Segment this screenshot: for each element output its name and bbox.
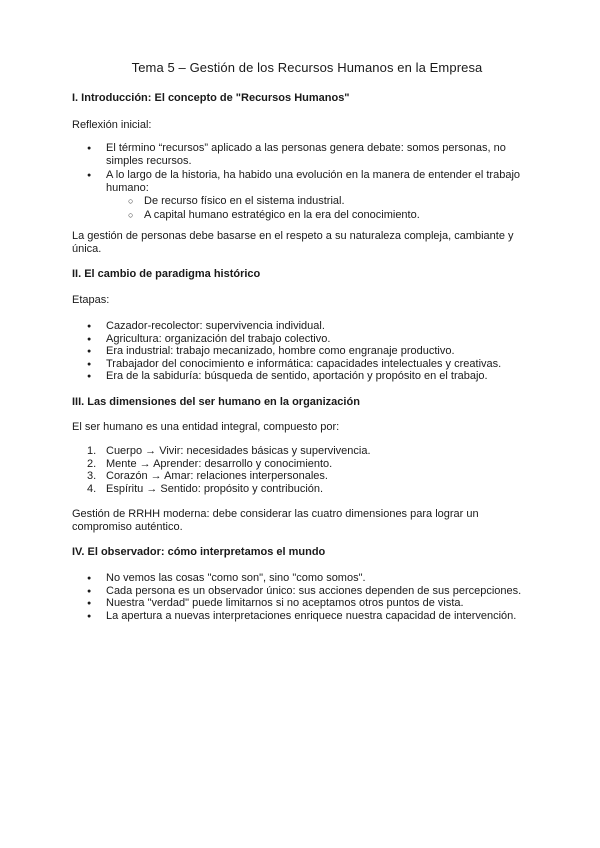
sub-bullet-list xyxy=(106,195,542,221)
numbered-list xyxy=(72,445,542,495)
sub-list-item-text: A capital humano estratégico en la era del conocimiento. xyxy=(144,208,420,221)
list-item xyxy=(72,320,542,333)
list-item xyxy=(72,370,542,383)
list-item-text: Cuerpo → Vivir: necesidades básicas y supervivencia. xyxy=(106,445,371,457)
list-number: 3. xyxy=(87,470,97,482)
list-item-text: Era de la sabiduría: búsqueda de sentido, aportación y propósito en el trabajo. xyxy=(106,370,488,382)
list-item xyxy=(72,572,542,585)
bullet-list xyxy=(72,572,542,622)
section-heading-paradigma: II. El cambio de paradigma histórico xyxy=(72,268,261,280)
list-item xyxy=(72,483,542,496)
list-item xyxy=(72,333,542,346)
list-item-text: Nuestra "verdad" puede limitarnos si no aceptamos otros puntos de vista. xyxy=(106,597,464,609)
list-item-text: Cazador-recolector: supervivencia individual. xyxy=(106,320,325,332)
section-intro: Etapas: xyxy=(72,294,110,306)
list-item-text: El término “recursos” aplicado a las personas genera debate: somos personas, no simples recursos. xyxy=(106,142,506,167)
section-heading-observador: IV. El observador: cómo interpretamos el mundo xyxy=(72,546,326,558)
section-intro: Reflexión inicial: xyxy=(72,119,152,131)
list-item xyxy=(72,610,542,623)
document-title: Tema 5 – Gestión de los Recursos Humanos en la Empresa xyxy=(131,60,483,75)
list-item xyxy=(72,585,542,598)
list-item-text: Espíritu → Sentido: propósito y contribución. xyxy=(106,482,324,495)
section-heading-dimensiones: III. Las dimensiones del ser humano en la organización xyxy=(72,396,360,408)
sub-list-item xyxy=(72,195,542,208)
bullet-icon xyxy=(87,610,101,625)
bullet-list xyxy=(72,142,542,221)
section-closing: Gestión de RRHH moderna: debe considerar las cuatro dimensiones para lograr un compromiso auténtico. xyxy=(72,508,479,533)
sub-list-item-text: De recurso físico en el sistema industrial. xyxy=(144,195,345,207)
list-number: 4. xyxy=(87,482,97,495)
sub-list-item xyxy=(72,209,542,222)
list-item-text: Era industrial: trabajo mecanizado, hombre como engranaje productivo. xyxy=(106,345,455,357)
bullet-icon xyxy=(87,142,101,157)
list-item-text: A lo largo de la historia, ha habido una evolución en la manera de entender el trabajo humano: xyxy=(106,169,521,194)
section-intro: El ser humano es una entidad integral, compuesto por: xyxy=(72,421,340,433)
list-item xyxy=(72,358,542,371)
list-item xyxy=(72,445,542,458)
list-number: 1. xyxy=(87,445,97,457)
list-number: 2. xyxy=(87,457,97,470)
list-item xyxy=(72,345,542,358)
list-item xyxy=(72,458,542,471)
section-closing: La gestión de personas debe basarse en el respeto a su naturaleza compleja, cambiante y única. xyxy=(72,230,514,255)
bullet-list xyxy=(72,320,542,383)
bullet-icon xyxy=(87,169,101,184)
list-item-text: Mente → Aprender: desarrollo y conocimiento. xyxy=(106,457,333,470)
section-heading-introduccion: I. Introducción: El concepto de "Recursos Humanos" xyxy=(72,92,350,104)
list-item-text: Agricultura: organización del trabajo colectivo. xyxy=(106,332,331,345)
circle-bullet-icon xyxy=(128,209,142,222)
list-item xyxy=(72,470,542,483)
list-item-text: No vemos las cosas "como son", sino "como somos". xyxy=(106,572,366,584)
list-item-text: La apertura a nuevas interpretaciones enriquece nuestra capacidad de intervención. xyxy=(106,609,517,622)
list-item-text: Trabajador del conocimiento e informática: capacidades intelectuales y creativas. xyxy=(106,357,502,370)
list-item xyxy=(72,597,542,610)
list-item xyxy=(72,142,542,167)
bullet-icon xyxy=(87,370,101,385)
list-item-text: Cada persona es un observador único: sus acciones dependen de sus percepciones. xyxy=(106,584,522,597)
circle-bullet-icon xyxy=(128,195,142,208)
list-item-text: Corazón → Amar: relaciones interpersonales. xyxy=(106,470,328,482)
list-item xyxy=(72,169,542,221)
